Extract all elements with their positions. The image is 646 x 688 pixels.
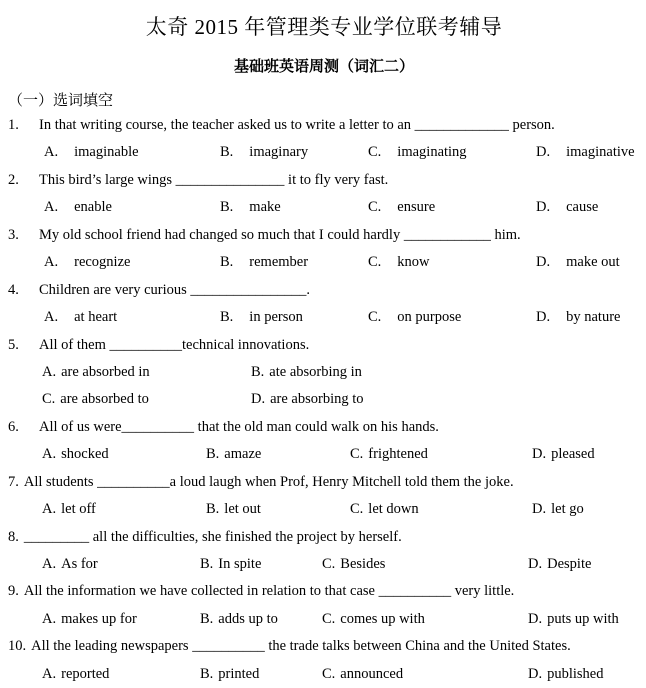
option-c [350, 496, 419, 523]
question-number: 3. [8, 226, 19, 243]
option-a [44, 249, 130, 276]
option-b [206, 441, 261, 468]
option-text: ate absorbing in [269, 363, 362, 380]
question-number: 8. [8, 528, 19, 545]
question-2 [8, 167, 640, 222]
options-row [8, 304, 640, 331]
option-label: D. [536, 309, 551, 326]
question-stem-row [8, 469, 640, 496]
option-label: D. [536, 199, 551, 216]
option-label: A. [42, 446, 57, 463]
option-label: B. [206, 501, 220, 518]
option-label: B. [220, 309, 234, 326]
question-10 [8, 633, 640, 688]
question-stem: _________ all the difficulties, she finished the project by herself. [23, 528, 402, 545]
option-label: B. [200, 610, 214, 627]
question-stem: In that writing course, the teacher asked us to write a letter to an _____________ person. [39, 117, 555, 133]
option-d [528, 551, 591, 578]
option-text: in person [249, 309, 303, 326]
question-stem-row [8, 414, 640, 441]
option-text: let go [551, 501, 584, 518]
option-text: makes up for [61, 610, 137, 627]
question-stem: All of us were__________ that the old man could walk on his hands. [39, 418, 439, 435]
question-number: 1. [8, 117, 19, 133]
option-text: pleased [551, 446, 595, 463]
option-label: D. [528, 556, 543, 572]
question-stem: All the leading newspapers __________ the trade talks between China and the United States. [31, 638, 571, 655]
question-stem-row [8, 222, 640, 249]
option-c [350, 441, 428, 468]
option-text: printed [218, 665, 260, 682]
option-label: B. [251, 363, 265, 380]
option-label: A. [42, 363, 57, 380]
option-d [536, 194, 598, 221]
option-c [322, 661, 403, 688]
option-b [200, 606, 278, 633]
options-row [8, 606, 640, 633]
option-text: puts up with [547, 610, 619, 627]
question-stem-row [8, 332, 640, 359]
option-a [42, 359, 150, 386]
option-text: know [397, 254, 430, 271]
option-b [200, 551, 261, 578]
option-label: A. [44, 144, 59, 161]
option-text: enable [74, 199, 112, 216]
option-label: A. [42, 501, 57, 518]
option-label: A. [44, 309, 59, 326]
option-label: D. [536, 144, 551, 161]
option-label: A. [44, 199, 59, 216]
options-row [8, 249, 640, 276]
question-8 [8, 524, 640, 579]
option-label: A. [44, 254, 59, 271]
option-text: imaginative [566, 144, 635, 161]
option-label: C. [350, 501, 364, 518]
question-number: 6. [8, 418, 19, 435]
option-text: In spite [218, 556, 262, 572]
option-c [368, 194, 435, 221]
question-stem: Children are very curious ________________. [39, 281, 311, 298]
option-d [536, 249, 620, 276]
option-text: make out [566, 254, 620, 271]
option-label: C. [42, 391, 56, 408]
option-b [220, 194, 281, 221]
option-text: frightened [368, 446, 428, 463]
option-label: D. [536, 254, 551, 271]
option-text: announced [340, 665, 404, 682]
options-row [8, 551, 640, 578]
option-label: C. [322, 556, 336, 572]
document-title: 太奇 2015 年管理类专业学位联考辅导 [145, 15, 503, 39]
option-text: ensure [397, 199, 436, 216]
option-c [368, 139, 467, 166]
option-text: are absorbed in [61, 363, 150, 380]
option-a [42, 496, 96, 523]
option-text: let off [61, 501, 96, 518]
question-3 [8, 222, 640, 277]
option-d [532, 496, 584, 523]
option-text: cause [566, 199, 599, 216]
option-label: C. [368, 144, 382, 161]
option-text: reported [61, 665, 110, 682]
option-text: adds up to [218, 610, 278, 627]
option-a [44, 304, 117, 331]
question-number: 2. [8, 171, 19, 188]
option-text: published [547, 665, 604, 682]
option-a [42, 661, 109, 688]
option-b [206, 496, 261, 523]
option-label: D. [528, 665, 543, 682]
option-label: C. [368, 309, 382, 326]
option-d [532, 441, 595, 468]
question-1 [8, 112, 640, 167]
option-a [42, 606, 137, 633]
option-text: let down [368, 501, 419, 518]
option-text: make [249, 199, 281, 216]
question-stem-row [8, 633, 640, 660]
option-label: C. [322, 665, 336, 682]
option-d [536, 304, 620, 331]
option-text: comes up with [340, 610, 425, 627]
option-text: imaginating [397, 144, 467, 161]
option-text: are absorbing to [270, 391, 364, 408]
question-9 [8, 578, 640, 633]
option-text: imaginary [249, 144, 309, 161]
question-4 [8, 277, 640, 332]
options-row [8, 441, 640, 468]
option-c [322, 606, 425, 633]
option-b [200, 661, 259, 688]
option-label: D. [251, 391, 266, 408]
options-row [8, 496, 640, 523]
option-text: at heart [74, 309, 118, 326]
option-d [251, 386, 364, 413]
option-b [220, 304, 303, 331]
option-label: B. [206, 446, 220, 463]
question-number: 5. [8, 336, 19, 353]
option-text: are absorbed to [60, 391, 149, 408]
options-row [8, 661, 640, 688]
option-a [42, 441, 109, 468]
option-text: Besides [340, 556, 386, 572]
options-row [8, 386, 640, 413]
option-label: A. [42, 665, 57, 682]
question-stem: All students __________a loud laugh when Prof, Henry Mitchell told them the joke. [23, 473, 514, 490]
option-text: recognize [74, 254, 131, 271]
option-label: A. [42, 556, 57, 572]
document-subtitle: 基础班英语周测（词汇二） [233, 59, 414, 75]
option-c [368, 304, 461, 331]
question-5 [8, 332, 640, 414]
question-stem: All the information we have collected in relation to that case __________ very little. [23, 583, 515, 600]
question-stem-row [8, 578, 640, 605]
options-row [8, 359, 640, 386]
option-label: C. [322, 610, 336, 627]
option-a [42, 551, 98, 578]
section-heading: （一）选词填空 [8, 93, 114, 109]
question-number: 10. [8, 638, 27, 655]
question-stem-row [8, 167, 640, 194]
question-number: 9. [8, 583, 19, 600]
options-row [8, 194, 640, 221]
option-text: Despite [547, 556, 592, 572]
option-text: shocked [61, 446, 109, 463]
question-number: 4. [8, 281, 19, 298]
option-text: As for [61, 556, 98, 572]
question-7 [8, 469, 640, 524]
option-label: D. [532, 501, 547, 518]
option-c [322, 551, 385, 578]
option-label: B. [220, 254, 234, 271]
option-label: D. [532, 446, 547, 463]
option-b [220, 249, 308, 276]
question-stem-row [8, 277, 640, 304]
option-d [528, 661, 604, 688]
option-text: on purpose [397, 309, 462, 326]
option-label: C. [350, 446, 364, 463]
option-c [368, 249, 430, 276]
question-stem-row [8, 524, 640, 551]
option-a [44, 194, 112, 221]
option-d [536, 139, 635, 166]
question-6 [8, 414, 640, 469]
option-b [251, 359, 362, 386]
question-number: 7. [8, 473, 19, 490]
option-text: imaginable [74, 144, 139, 161]
option-c [42, 386, 149, 413]
option-label: C. [368, 254, 382, 271]
option-b [220, 139, 308, 166]
question-stem: This bird’s large wings _______________ it to fly very fast. [39, 171, 389, 188]
option-text: by nature [566, 309, 621, 326]
question-stem: My old school friend had changed so much that I could hardly ____________ him. [39, 226, 521, 243]
option-a [44, 139, 139, 166]
question-stem-row [8, 112, 640, 139]
option-label: D. [528, 610, 543, 627]
option-label: C. [368, 199, 382, 216]
option-text: amaze [224, 446, 262, 463]
option-label: A. [42, 610, 57, 627]
option-text: remember [249, 254, 309, 271]
option-label: B. [220, 199, 234, 216]
options-row [8, 139, 640, 166]
option-d [528, 606, 619, 633]
option-text: let out [224, 501, 261, 518]
option-label: B. [200, 556, 214, 572]
question-stem: All of them __________technical innovations. [39, 336, 310, 353]
option-label: B. [220, 144, 234, 161]
option-label: B. [200, 665, 214, 682]
